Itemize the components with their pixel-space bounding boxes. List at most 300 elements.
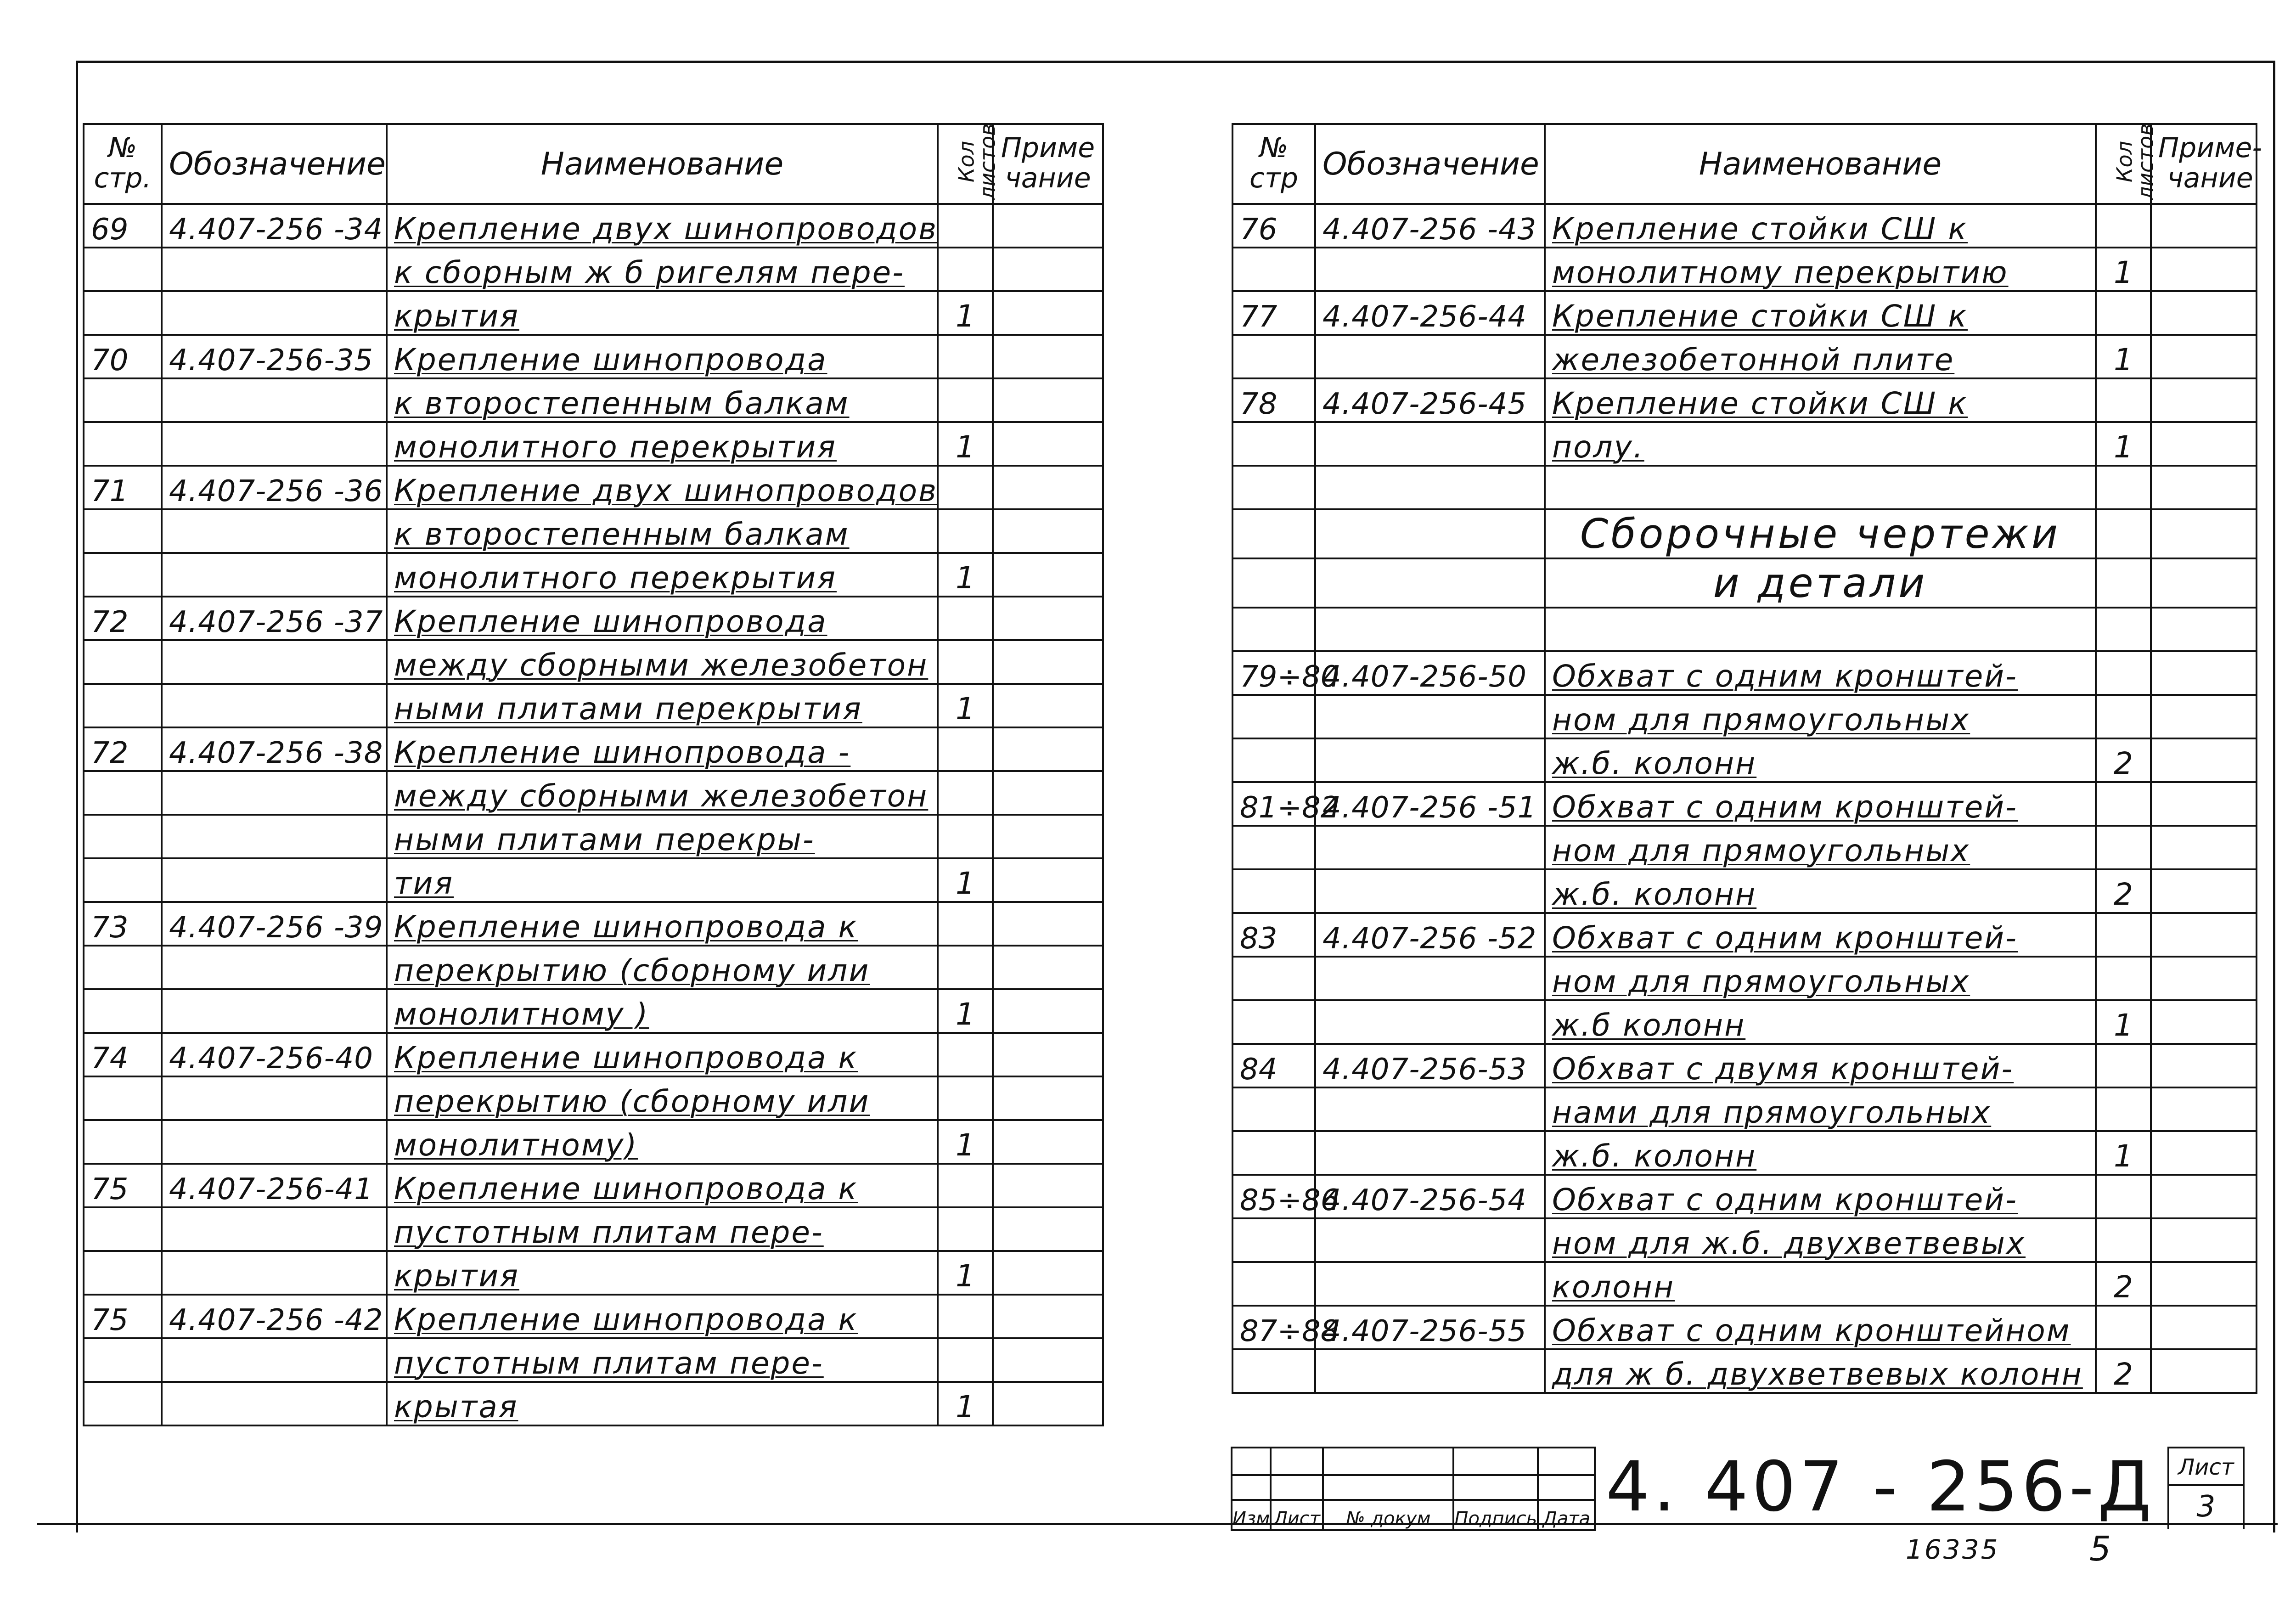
table-row bbox=[1232, 291, 2257, 335]
row-name: Обхват с одним кронштей- bbox=[1545, 782, 2096, 826]
row-sheet-count bbox=[2096, 826, 2151, 869]
header-name: Наименование bbox=[387, 124, 938, 204]
row-page-number: 69 bbox=[84, 204, 162, 248]
row-name: Обхват с одним кронштей- bbox=[1545, 651, 2096, 695]
row-name: Крепление стойки СШ к bbox=[1545, 378, 2096, 422]
table-row bbox=[1232, 422, 2257, 466]
table-row bbox=[84, 335, 1103, 378]
row-name: ном для ж.б. двухветвевых bbox=[1545, 1218, 2096, 1262]
row-name: пустотным плитам пере- bbox=[387, 1338, 938, 1382]
row-note-cell bbox=[993, 553, 1103, 597]
header-designation: Обозначение bbox=[162, 124, 387, 204]
table-row bbox=[84, 989, 1103, 1033]
row-note-cell bbox=[2151, 738, 2257, 782]
row-sheet-count bbox=[938, 378, 993, 422]
row-name: монолитному ) bbox=[387, 989, 938, 1033]
row-page-number bbox=[84, 684, 162, 727]
right-spec-table bbox=[1232, 123, 2262, 1394]
row-page-number: 70 bbox=[84, 335, 162, 378]
row-sheet-count bbox=[938, 815, 993, 858]
table-row bbox=[84, 1076, 1103, 1120]
table-row bbox=[1232, 1044, 2257, 1087]
row-page-number: 73 bbox=[84, 902, 162, 946]
row-designation: 4.407-256 -43 bbox=[1315, 204, 1545, 248]
row-designation: 4.407-256 -38 bbox=[162, 727, 387, 771]
row-sheet-count: 1 bbox=[938, 1120, 993, 1164]
row-note-cell bbox=[993, 1120, 1103, 1164]
table-row bbox=[1232, 509, 2257, 558]
row-sheet-count bbox=[2096, 378, 2151, 422]
row-sheet-count bbox=[2096, 1218, 2151, 1262]
table-row bbox=[84, 378, 1103, 422]
row-page-number bbox=[1232, 608, 1315, 651]
row-sheet-count bbox=[938, 1164, 993, 1207]
stamp-label-signature: Подпись bbox=[1453, 1500, 1538, 1530]
row-sheet-count: 1 bbox=[2096, 335, 2151, 378]
table-row bbox=[1232, 1087, 2257, 1131]
table-row bbox=[1232, 204, 2257, 248]
table-row bbox=[84, 597, 1103, 640]
row-sheet-count bbox=[938, 1207, 993, 1251]
row-designation bbox=[1315, 466, 1545, 509]
row-designation bbox=[162, 1120, 387, 1164]
row-sheet-count bbox=[938, 335, 993, 378]
row-note-cell bbox=[2151, 651, 2257, 695]
table-row bbox=[84, 1207, 1103, 1251]
row-sheet-count bbox=[2096, 608, 2151, 651]
row-note-cell bbox=[993, 858, 1103, 902]
row-sheet-count: 1 bbox=[2096, 422, 2151, 466]
row-note-cell bbox=[2151, 782, 2257, 826]
table-row bbox=[1232, 466, 2257, 509]
row-note-cell bbox=[2151, 509, 2257, 558]
table-row bbox=[84, 291, 1103, 335]
row-name: между сборными железобетон bbox=[387, 640, 938, 684]
table-row bbox=[84, 858, 1103, 902]
row-page-number bbox=[84, 1076, 162, 1120]
row-designation bbox=[1315, 738, 1545, 782]
row-name: крытия bbox=[387, 291, 938, 335]
row-name: пустотным плитам пере- bbox=[387, 1207, 938, 1251]
row-page-number: 78 bbox=[1232, 378, 1315, 422]
row-page-number bbox=[1232, 1000, 1315, 1044]
table-row bbox=[84, 466, 1103, 509]
row-name: для ж б. двухветвевых колонн bbox=[1545, 1349, 2096, 1393]
row-note-cell bbox=[2151, 913, 2257, 957]
row-sheet-count bbox=[938, 902, 993, 946]
row-sheet-count bbox=[938, 597, 993, 640]
row-name: к сборным ж б ригелям пере- bbox=[387, 248, 938, 291]
row-note-cell bbox=[2151, 957, 2257, 1000]
row-name: ном для прямоугольных bbox=[1545, 695, 2096, 738]
row-note-cell bbox=[2151, 826, 2257, 869]
row-sheet-count: 1 bbox=[2096, 1131, 2151, 1175]
row-page-number bbox=[1232, 1349, 1315, 1393]
row-sheet-count bbox=[2096, 1175, 2151, 1218]
row-note-cell bbox=[993, 204, 1103, 248]
row-code-cell bbox=[1315, 558, 1545, 608]
row-page-number: 76 bbox=[1232, 204, 1315, 248]
row-note-cell bbox=[993, 1164, 1103, 1207]
row-note-cell bbox=[2151, 466, 2257, 509]
row-sheet-count: 1 bbox=[938, 1251, 993, 1295]
row-note-cell bbox=[993, 640, 1103, 684]
table-row bbox=[1232, 957, 2257, 1000]
row-designation: 4.407-256-41 bbox=[162, 1164, 387, 1207]
row-name: перекрытию (сборному или bbox=[387, 1076, 938, 1120]
table-row bbox=[1232, 1306, 2257, 1349]
row-designation: 4.407-256 -39 bbox=[162, 902, 387, 946]
row-note-cell bbox=[2151, 558, 2257, 608]
row-note-cell bbox=[993, 291, 1103, 335]
table-row bbox=[84, 1338, 1103, 1382]
row-designation bbox=[162, 858, 387, 902]
row-designation bbox=[1315, 1131, 1545, 1175]
row-page-number bbox=[84, 509, 162, 553]
row-page-number bbox=[84, 1120, 162, 1164]
row-name: колонн bbox=[1545, 1262, 2096, 1306]
row-designation bbox=[162, 1382, 387, 1425]
row-sheet-count bbox=[2096, 291, 2151, 335]
row-name: Обхват с одним кронштей- bbox=[1545, 1175, 2096, 1218]
row-designation: 4.407-256 -51 bbox=[1315, 782, 1545, 826]
row-page-number bbox=[1232, 422, 1315, 466]
row-sheet-count bbox=[938, 466, 993, 509]
row-name: между сборными железобетон bbox=[387, 771, 938, 815]
row-name: ными плитами перекрытия bbox=[387, 684, 938, 727]
row-designation bbox=[162, 640, 387, 684]
row-designation bbox=[1315, 1262, 1545, 1306]
row-designation: 4.407-256-44 bbox=[1315, 291, 1545, 335]
table-row bbox=[84, 684, 1103, 727]
row-note-cell bbox=[993, 1382, 1103, 1425]
row-note-cell bbox=[2151, 378, 2257, 422]
table-row bbox=[84, 815, 1103, 858]
row-sheet-count: 1 bbox=[938, 553, 993, 597]
row-name: Крепление стойки СШ к bbox=[1545, 204, 2096, 248]
row-note-cell bbox=[2151, 1349, 2257, 1393]
sheet-label: Лист bbox=[2169, 1448, 2243, 1486]
row-name: к второстепенным балкам bbox=[387, 509, 938, 553]
row-designation: 4.407-256-53 bbox=[1315, 1044, 1545, 1087]
stamp-label-date: Дата bbox=[1538, 1500, 1595, 1530]
row-page-number bbox=[84, 1207, 162, 1251]
row-designation bbox=[1315, 1218, 1545, 1262]
row-note-cell bbox=[2151, 1306, 2257, 1349]
row-sheet-count bbox=[938, 727, 993, 771]
left-header-row bbox=[84, 124, 1103, 204]
header-sheets: Кол листов bbox=[2096, 124, 2151, 204]
row-sheet-count bbox=[2096, 695, 2151, 738]
row-name: тия bbox=[387, 858, 938, 902]
header-designation: Обозначение bbox=[1315, 124, 1545, 204]
table-row bbox=[84, 1033, 1103, 1076]
row-designation: 4.407-256-54 bbox=[1315, 1175, 1545, 1218]
row-note-cell bbox=[993, 422, 1103, 466]
row-note-cell bbox=[2151, 248, 2257, 291]
row-designation bbox=[1315, 1087, 1545, 1131]
row-designation bbox=[1315, 869, 1545, 913]
row-designation: 4.407-256 -37 bbox=[162, 597, 387, 640]
section-heading: и детали bbox=[1545, 558, 2096, 608]
row-name: крытия bbox=[387, 1251, 938, 1295]
row-page-number bbox=[1232, 1262, 1315, 1306]
row-sheet-count bbox=[2096, 782, 2151, 826]
row-sheet-count bbox=[2096, 466, 2151, 509]
title-block-stamp bbox=[1231, 1447, 1596, 1531]
row-page-number bbox=[84, 1338, 162, 1382]
row-designation bbox=[1315, 826, 1545, 869]
table-row bbox=[1232, 1349, 2257, 1393]
row-note-cell bbox=[2151, 1087, 2257, 1131]
row-designation: 4.407-256-40 bbox=[162, 1033, 387, 1076]
row-note-cell bbox=[993, 509, 1103, 553]
table-row bbox=[84, 553, 1103, 597]
table-row bbox=[1232, 1000, 2257, 1044]
row-page-number bbox=[84, 858, 162, 902]
row-page-number bbox=[84, 640, 162, 684]
row-page-number: 72 bbox=[84, 597, 162, 640]
row-page-number bbox=[1232, 466, 1315, 509]
sheet-number-box bbox=[2167, 1447, 2245, 1529]
table-row bbox=[84, 1295, 1103, 1338]
header-name: Наименование bbox=[1545, 124, 2096, 204]
row-designation bbox=[162, 422, 387, 466]
row-note-cell bbox=[2151, 869, 2257, 913]
row-designation bbox=[162, 946, 387, 989]
row-designation: 4.407-256-55 bbox=[1315, 1306, 1545, 1349]
row-name: Крепление шинопровода к bbox=[387, 1295, 938, 1338]
margin-mark: 5 bbox=[2089, 1529, 2111, 1569]
row-designation bbox=[162, 248, 387, 291]
row-designation bbox=[162, 684, 387, 727]
row-name: перекрытию (сборному или bbox=[387, 946, 938, 989]
table-row bbox=[1232, 558, 2257, 608]
table-row bbox=[1232, 1262, 2257, 1306]
row-note-cell bbox=[993, 335, 1103, 378]
row-name: крытая bbox=[387, 1382, 938, 1425]
row-name: ном для прямоугольных bbox=[1545, 826, 2096, 869]
row-sheet-count: 1 bbox=[938, 684, 993, 727]
row-designation: 4.407-256 -42 bbox=[162, 1295, 387, 1338]
row-page-number bbox=[1232, 335, 1315, 378]
row-sheet-count: 1 bbox=[2096, 248, 2151, 291]
table-row bbox=[84, 771, 1103, 815]
row-name: ж.б. колонн bbox=[1545, 869, 2096, 913]
row-note-cell bbox=[993, 1338, 1103, 1382]
row-note-cell bbox=[2151, 608, 2257, 651]
row-page-number: 75 bbox=[84, 1164, 162, 1207]
row-sheet-count bbox=[2096, 651, 2151, 695]
row-sheet-count: 2 bbox=[2096, 869, 2151, 913]
row-sheet-count: 1 bbox=[938, 291, 993, 335]
row-name: Обхват с одним кронштей- bbox=[1545, 913, 2096, 957]
table-row bbox=[84, 1382, 1103, 1425]
row-name: железобетонной плите bbox=[1545, 335, 2096, 378]
row-note-cell bbox=[993, 902, 1103, 946]
row-designation bbox=[162, 1338, 387, 1382]
document-number: 4. 407 - 256-Д bbox=[1605, 1447, 2155, 1527]
row-sheet-count bbox=[938, 1295, 993, 1338]
row-note-cell bbox=[993, 248, 1103, 291]
row-name: ж.б. колонн bbox=[1545, 738, 2096, 782]
row-designation bbox=[1315, 957, 1545, 1000]
row-designation bbox=[1315, 1000, 1545, 1044]
row-designation bbox=[1315, 335, 1545, 378]
row-designation bbox=[1315, 608, 1545, 651]
row-designation: 4.407-256 -36 bbox=[162, 466, 387, 509]
row-sheet-count bbox=[938, 248, 993, 291]
row-sheet-count bbox=[938, 509, 993, 553]
row-note-cell bbox=[2151, 1000, 2257, 1044]
table-row bbox=[84, 248, 1103, 291]
row-page-number: 77 bbox=[1232, 291, 1315, 335]
row-designation bbox=[162, 989, 387, 1033]
table-row bbox=[84, 946, 1103, 989]
row-name: Крепление шинопровода bbox=[387, 335, 938, 378]
row-note-cell bbox=[993, 466, 1103, 509]
row-designation bbox=[162, 815, 387, 858]
row-sheet-count: 1 bbox=[938, 989, 993, 1033]
row-page-number: 79÷80 bbox=[1232, 651, 1315, 695]
row-note-cell bbox=[2151, 1262, 2257, 1306]
table-row bbox=[1232, 248, 2257, 291]
row-sheet-count bbox=[2096, 204, 2151, 248]
table-row bbox=[84, 509, 1103, 553]
row-sheet-count bbox=[938, 1033, 993, 1076]
row-designation bbox=[162, 1076, 387, 1120]
table-row bbox=[1232, 738, 2257, 782]
row-page-number bbox=[1232, 248, 1315, 291]
row-name: Крепление шинопровода bbox=[387, 597, 938, 640]
row-name: монолитному перекрытию bbox=[1545, 248, 2096, 291]
row-note-cell bbox=[2151, 1175, 2257, 1218]
row-name: монолитному) bbox=[387, 1120, 938, 1164]
row-designation: 4.407-256 -52 bbox=[1315, 913, 1545, 957]
row-page-number bbox=[84, 815, 162, 858]
row-page-number bbox=[1232, 1218, 1315, 1262]
row-note-cell bbox=[993, 1207, 1103, 1251]
table-row bbox=[1232, 378, 2257, 422]
row-qty-cell bbox=[2096, 509, 2151, 558]
row-designation bbox=[1315, 1349, 1545, 1393]
row-name: Обхват с двумя кронштей- bbox=[1545, 1044, 2096, 1087]
row-note-cell bbox=[993, 989, 1103, 1033]
row-page-cell bbox=[1232, 509, 1315, 558]
row-note-cell bbox=[2151, 335, 2257, 378]
row-name: монолитного перекрытия bbox=[387, 422, 938, 466]
row-name: к второстепенным балкам bbox=[387, 378, 938, 422]
row-name: Обхват с одним кронштейном bbox=[1545, 1306, 2096, 1349]
row-designation bbox=[162, 378, 387, 422]
row-name: нами для прямоугольных bbox=[1545, 1087, 2096, 1131]
table-row bbox=[1232, 651, 2257, 695]
table-row bbox=[84, 640, 1103, 684]
row-page-number: 87÷88 bbox=[1232, 1306, 1315, 1349]
row-sheet-count: 2 bbox=[2096, 738, 2151, 782]
row-sheet-count: 1 bbox=[2096, 1000, 2151, 1044]
row-designation bbox=[162, 291, 387, 335]
row-note-cell bbox=[993, 1076, 1103, 1120]
inventory-number: 16335 bbox=[1906, 1534, 2000, 1565]
row-designation bbox=[1315, 248, 1545, 291]
row-sheet-count bbox=[938, 1076, 993, 1120]
row-name: монолитного перекрытия bbox=[387, 553, 938, 597]
row-designation bbox=[162, 509, 387, 553]
row-page-number bbox=[84, 248, 162, 291]
left-spec-table bbox=[83, 123, 1104, 1426]
row-name: Крепление шинопровода к bbox=[387, 902, 938, 946]
row-page-number bbox=[84, 553, 162, 597]
row-designation bbox=[162, 1251, 387, 1295]
row-name: ными плитами перекры- bbox=[387, 815, 938, 858]
row-sheet-count: 2 bbox=[2096, 1262, 2151, 1306]
row-designation: 4.407-256-35 bbox=[162, 335, 387, 378]
row-note-cell bbox=[993, 1251, 1103, 1295]
row-note-cell bbox=[993, 815, 1103, 858]
table-row bbox=[84, 204, 1103, 248]
row-sheet-count bbox=[938, 204, 993, 248]
stamp-label-doc: № докум bbox=[1323, 1500, 1453, 1530]
table-row bbox=[1232, 1175, 2257, 1218]
table-row bbox=[1232, 335, 2257, 378]
row-designation: 4.407-256 -34 bbox=[162, 204, 387, 248]
row-name bbox=[1545, 608, 2096, 651]
table-row bbox=[1232, 1218, 2257, 1262]
row-page-number bbox=[84, 1382, 162, 1425]
row-name: Крепление двух шинопроводов bbox=[387, 204, 938, 248]
row-note-cell bbox=[993, 378, 1103, 422]
row-page-number bbox=[1232, 957, 1315, 1000]
header-note: Приме чание bbox=[993, 124, 1103, 204]
table-row bbox=[1232, 913, 2257, 957]
row-name bbox=[1545, 466, 2096, 509]
row-sheet-count: 1 bbox=[938, 422, 993, 466]
row-page-number: 85÷86 bbox=[1232, 1175, 1315, 1218]
row-name: ж.б. колонн bbox=[1545, 1131, 2096, 1175]
row-sheet-count bbox=[938, 946, 993, 989]
row-page-number bbox=[1232, 695, 1315, 738]
row-designation bbox=[162, 1207, 387, 1251]
row-sheet-count bbox=[938, 1338, 993, 1382]
row-note-cell bbox=[993, 946, 1103, 989]
row-page-number bbox=[1232, 869, 1315, 913]
table-row bbox=[84, 1251, 1103, 1295]
row-page-number: 83 bbox=[1232, 913, 1315, 957]
row-note-cell bbox=[2151, 204, 2257, 248]
table-row bbox=[84, 1120, 1103, 1164]
row-sheet-count bbox=[938, 771, 993, 815]
row-page-number: 84 bbox=[1232, 1044, 1315, 1087]
row-note-cell bbox=[2151, 1131, 2257, 1175]
row-page-number bbox=[1232, 1131, 1315, 1175]
right-header-row bbox=[1232, 124, 2257, 204]
stamp-label-sheet: Лист bbox=[1271, 1500, 1323, 1530]
header-page-no: № стр bbox=[1232, 124, 1315, 204]
sheet-value: 3 bbox=[2196, 1490, 2216, 1524]
row-sheet-count: 1 bbox=[938, 1382, 993, 1425]
row-designation: 4.407-256-45 bbox=[1315, 378, 1545, 422]
row-sheet-count bbox=[2096, 1044, 2151, 1087]
row-page-number: 74 bbox=[84, 1033, 162, 1076]
row-page-number bbox=[1232, 826, 1315, 869]
row-code-cell bbox=[1315, 509, 1545, 558]
table-row bbox=[84, 422, 1103, 466]
table-row bbox=[1232, 869, 2257, 913]
row-name: полу. bbox=[1545, 422, 2096, 466]
row-page-cell bbox=[1232, 558, 1315, 608]
row-name: ном для прямоугольных bbox=[1545, 957, 2096, 1000]
